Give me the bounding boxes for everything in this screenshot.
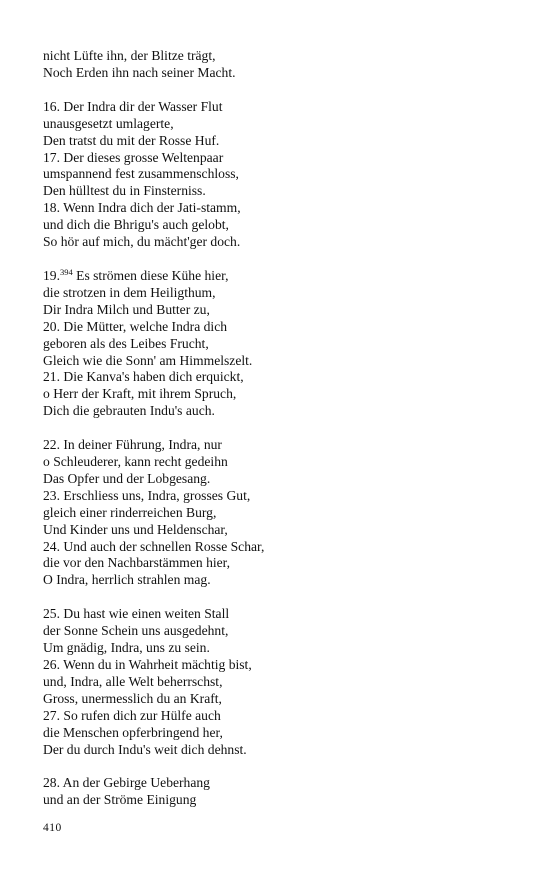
verse-line: Dir Indra Milch und Butter zu, [43, 301, 210, 317]
verse-line: O Indra, herrlich strahlen mag. [43, 572, 211, 588]
poem-text [43, 48, 523, 826]
verse-line: 18. Wenn Indra dich der Jati-stamm, [43, 200, 241, 216]
verse-line: o Herr der Kraft, mit ihrem Spruch, [43, 386, 237, 402]
verse-line: unausgesetzt umlagerte, [43, 115, 174, 131]
verse-line: 16. Der Indra dir der Wasser Flut [43, 98, 223, 114]
page-number: 410 [43, 822, 62, 834]
verse-line: die vor den Nachbarstämmen hier, [43, 555, 231, 571]
verse-line: 25. Du hast wie einen weiten Stall [43, 606, 230, 622]
stanza-6 [43, 775, 523, 809]
verse-line: 20. Die Mütter, welche Indra dich [43, 318, 228, 334]
verse-line: 21. Die Kanva's haben dich erquickt, [43, 369, 244, 385]
verse-line: umspannend fest zusammenschloss, [43, 166, 239, 182]
verse-number: 19. [43, 267, 60, 283]
verse-line: So hör auf mich, du mächt'ger doch. [43, 234, 241, 250]
verse-line: Gross, unermesslich du an Kraft, [43, 690, 222, 706]
verse-line: Noch Erden ihn nach seiner Macht. [43, 64, 236, 80]
verse-line: 28. An der Gebirge Ueberhang [43, 775, 210, 791]
verse-line: Gleich wie die Sonn' am Himmelszelt. [43, 352, 253, 368]
verse-line: die Menschen opferbringend her, [43, 724, 223, 740]
verse-line: Den tratst du mit der Rosse Huf. [43, 132, 220, 148]
verse-line: die strotzen in dem Heiligthum, [43, 284, 216, 300]
verse-line: 23. Erschliess uns, Indra, grosses Gut, [43, 487, 251, 503]
verse-line: 26. Wenn du in Wahrheit mächtig bist, [43, 657, 252, 672]
verse-line: Um gnädig, Indra, uns zu sein. [43, 640, 210, 656]
verse-line: Dich die gebrauten Indu's auch. [43, 403, 215, 419]
verse-line: geboren als des Leibes Frucht, [43, 335, 209, 351]
verse-line: und dich die Bhrigu's auch gelobt, [43, 217, 229, 233]
verse-line: und, Indra, alle Welt beherrschst, [43, 673, 223, 689]
verse-line: Den hülltest du in Finsterniss. [43, 183, 206, 199]
stanza-1 [43, 48, 523, 82]
stanza-4 [43, 437, 523, 589]
stanza-2 [43, 99, 523, 251]
verse-line: Das Opfer und der Lobgesang. [43, 470, 211, 486]
stanza-3 [43, 268, 523, 420]
verse-line: 22. In deiner Führung, Indra, nur [43, 437, 222, 453]
footnote-marker[interactable]: 394 [60, 266, 73, 277]
verse-line: Der du durch Indu's weit dich dehnst. [43, 741, 247, 757]
verse-line: gleich einer rinderreichen Burg, [43, 504, 217, 520]
stanza-5 [43, 606, 523, 758]
verse-line: und an der Ströme Einigung [43, 792, 197, 808]
verse-line: der Sonne Schein uns ausgedehnt, [43, 623, 229, 639]
verse-line: 24. Und auch der schnellen Rosse Schar, [43, 538, 265, 554]
verse-line: o Schleuderer, kann recht gedeihn [43, 454, 228, 470]
verse-line: Und Kinder uns und Heldenschar, [43, 521, 228, 537]
verse-line: nicht Lüfte ihn, der Blitze trägt, [43, 48, 216, 63]
verse-line: 17. Der dieses grosse Weltenpaar [43, 149, 224, 165]
verse-line-19 [43, 268, 523, 285]
verse-text: Es strömen diese Kühe hier, [72, 267, 229, 283]
verse-line: 27. So rufen dich zur Hülfe auch [43, 707, 221, 723]
